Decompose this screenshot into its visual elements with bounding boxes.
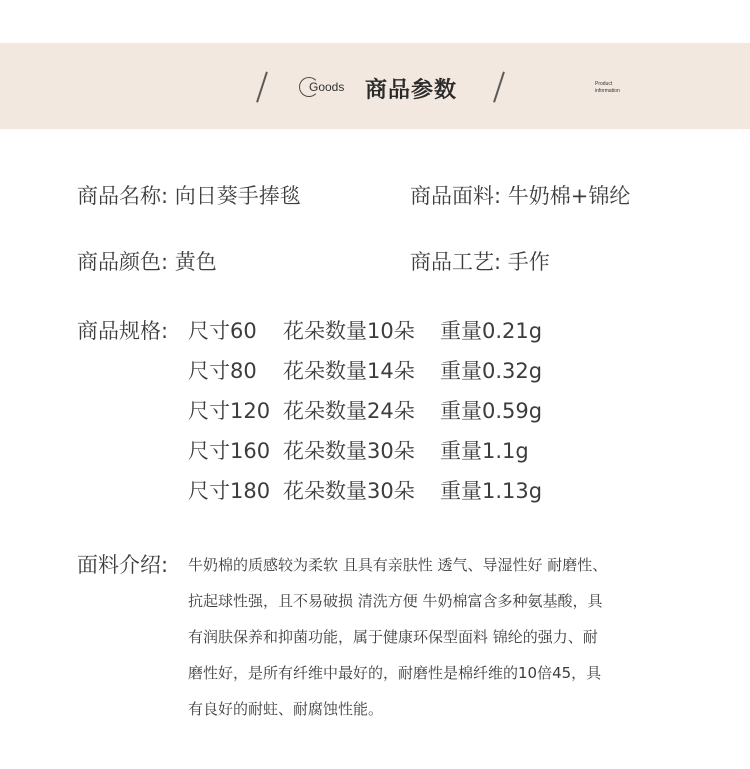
description-line: 有润肤保养和抑菌功能，属于健康环保型面料 锦纶的强力、耐 <box>188 628 598 646</box>
product-information-caption <box>595 81 620 95</box>
product-color: 商品颜色: 黄色 <box>77 250 217 274</box>
spec-label: 商品规格: <box>77 319 169 343</box>
product-name: 商品名称: 向日葵手捧毯 <box>77 184 301 208</box>
spec-flowers: 花朵数量30朵 <box>283 479 415 503</box>
spec-weight: 重量0.59g <box>440 399 543 423</box>
spec-flowers: 花朵数量24朵 <box>283 399 415 423</box>
spec-weight: 重量1.1g <box>440 439 529 463</box>
product-fabric: 商品面料: 牛奶棉+锦纶 <box>410 184 631 208</box>
description-line: 牛奶棉的质感较为柔软 且具有亲肤性 透气、导湿性好 耐磨性、 <box>188 556 608 574</box>
spec-size: 尺寸120 <box>188 399 271 423</box>
caption-line-2: information <box>595 88 620 94</box>
description-line: 抗起球性强，且不易破损 清洗方便 牛奶棉富含多种氨基酸，具 <box>188 592 603 610</box>
spec-size: 尺寸180 <box>188 479 271 503</box>
spec-weight: 重量1.13g <box>440 479 543 503</box>
spec-size: 尺寸160 <box>188 439 271 463</box>
spec-size: 尺寸80 <box>188 359 257 383</box>
description-label: 面料介绍: <box>77 553 169 577</box>
description-line: 磨性好，是所有纤维中最好的，耐磨性是棉纤维的10倍45，具 <box>188 664 602 682</box>
description-line: 有良好的耐蛀、耐腐蚀性能。 <box>188 700 384 718</box>
spec-flowers: 花朵数量10朵 <box>283 319 415 343</box>
spec-size: 尺寸60 <box>188 319 257 343</box>
goods-logo-mark <box>299 75 344 99</box>
spec-weight: 重量0.21g <box>440 319 543 343</box>
spec-weight: 重量0.32g <box>440 359 543 383</box>
spec-flowers: 花朵数量30朵 <box>283 439 415 463</box>
spec-flowers: 花朵数量14朵 <box>283 359 415 383</box>
caption-line-1: Product <box>595 81 613 87</box>
product-craft: 商品工艺: 手作 <box>410 250 550 274</box>
goods-mark-text: Goods <box>309 80 345 94</box>
section-title: 商品参数 <box>365 78 458 103</box>
